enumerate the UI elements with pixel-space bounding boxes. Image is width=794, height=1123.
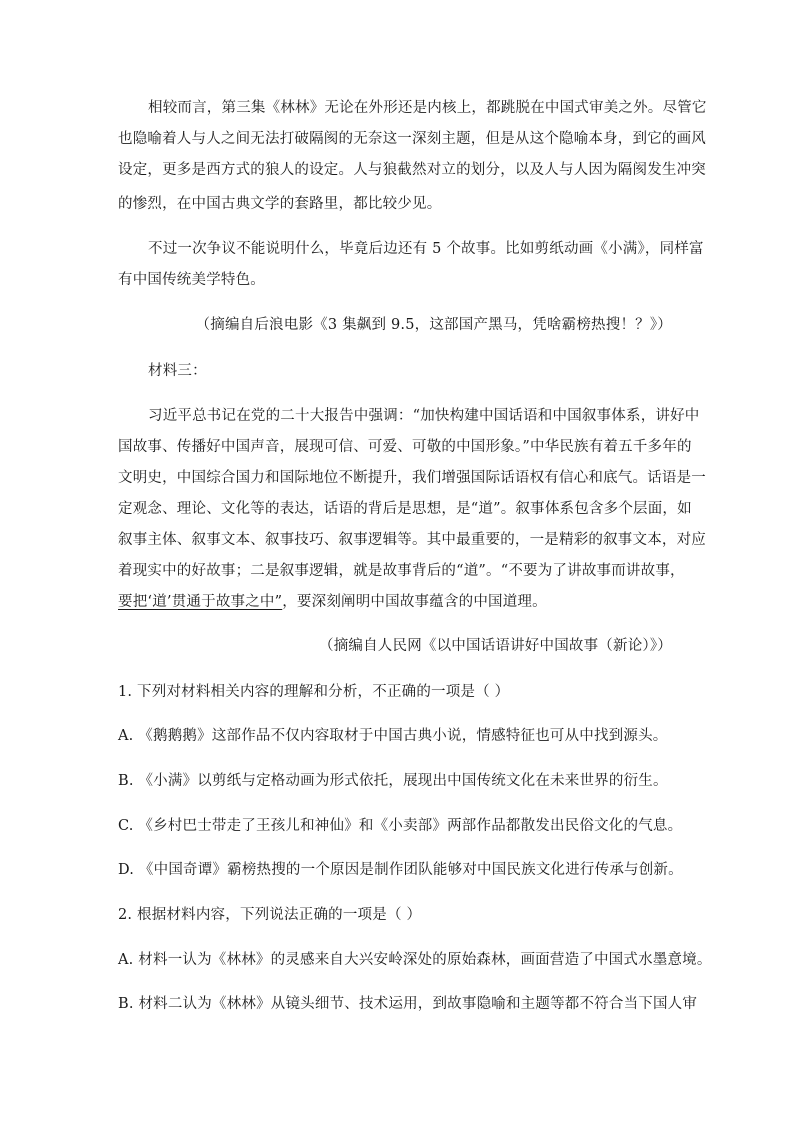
source-citation-3: （摘编自人民网《以中国话语讲好中国故事（新论）》） — [319, 638, 672, 654]
source-citation-2: （摘编自后浪电影《3 集飙到 9.5，这部国产黑马，凭啥霸榜热搜！？》） — [195, 317, 672, 333]
question-1-option-c: C. 《乡村巴士带走了王孩儿和神仙》和《小卖部》两部作品都散发出民俗文化的气息。 — [118, 818, 683, 834]
paragraph-3-line-5: 叙事主体、叙事文本、叙事技巧、叙事逻辑等。其中最重要的，一是精彩的叙事文本，对应 — [118, 532, 706, 548]
paragraph-3-line-7-rest: ，要深刻阐明中国故事蕴含的中国道理。 — [282, 594, 547, 610]
paragraph-3-line-2: 国故事、传播好中国声音，展现可信、可爱、可敬的中国形象。”中华民族有着五千多年的 — [118, 439, 692, 455]
question-2-option-b: B. 材料二认为《林林》从镜头细节、技术运用，到故事隐喻和主题等都不符合当下国人审 — [118, 996, 698, 1012]
question-1-stem: 1. 下列对材料相关内容的理解和分析，不正确的一项是（ ） — [118, 684, 510, 700]
question-1-option-b: B. 《小满》以剪纸与定格动画为形式依托，展现出中国传统文化在未来世界的衍生。 — [118, 773, 668, 789]
question-1-option-d: D. 《中国奇谭》霸榜热搜的一个原因是制作团队能够对中国民族文化进行传承与创新。 — [118, 862, 683, 878]
paragraph-1-line-2: 也隐喻着人与人之间无法打破隔阂的无奈这一深刻主题，但是从这个隐喻本身，到它的画风 — [118, 131, 706, 147]
question-1-option-a: A. 《鹅鹅鹅》这部作品不仅内容取材于中国古典小说，情感特征也可从中找到源头。 — [118, 728, 668, 744]
paragraph-2-line-1: 不过一次争议不能说明什么，毕竟后边还有 5 个故事。比如剪纸动画《小满》，同样富 — [148, 241, 704, 257]
paragraph-2-line-2: 有中国传统美学特色。 — [118, 272, 265, 288]
material-3-heading: 材料三： — [148, 363, 207, 379]
question-2-option-a: A. 材料一认为《林林》的灵感来自大兴安岭深处的原始森林，画面营造了中国式水墨意境。 — [118, 952, 712, 968]
underlined-quote: 要把‘道’贯通于故事之中” — [118, 594, 283, 610]
paragraph-3-line-6: 着现实中的好故事；二是叙事逻辑，就是故事背后的“道”。“不要为了讲故事而讲故事， — [118, 563, 685, 579]
paragraph-3-line-1: 习近平总书记在党的二十大报告中强调：“加快构建中国话语和中国叙事体系，讲好中 — [148, 408, 700, 424]
paragraph-3-line-3: 文明史，中国综合国力和国际地位不断提升，我们增强国际话语权有信心和底气。话语是一 — [118, 470, 706, 486]
paragraph-1-line-1: 相较而言，第三集《林林》无论在外形还是内核上，都跳脱在中国式审美之外。尽管它 — [148, 100, 707, 116]
paragraph-1-line-4: 的惨烈，在中国古典文学的套路里，都比较少见。 — [118, 196, 442, 212]
question-2-stem: 2. 根据材料内容，下列说法正确的一项是（ ） — [118, 907, 422, 923]
paragraph-1-line-3: 设定，更多是西方式的狼人的设定。人与狼截然对立的划分，以及人与人因为隔阂发生冲突 — [118, 162, 706, 178]
paragraph-3-line-7 — [118, 593, 547, 611]
paragraph-3-line-4: 定观念、理论、文化等的表达，话语的背后是思想，是“道”。叙事体系包含多个层面，如 — [118, 501, 692, 517]
